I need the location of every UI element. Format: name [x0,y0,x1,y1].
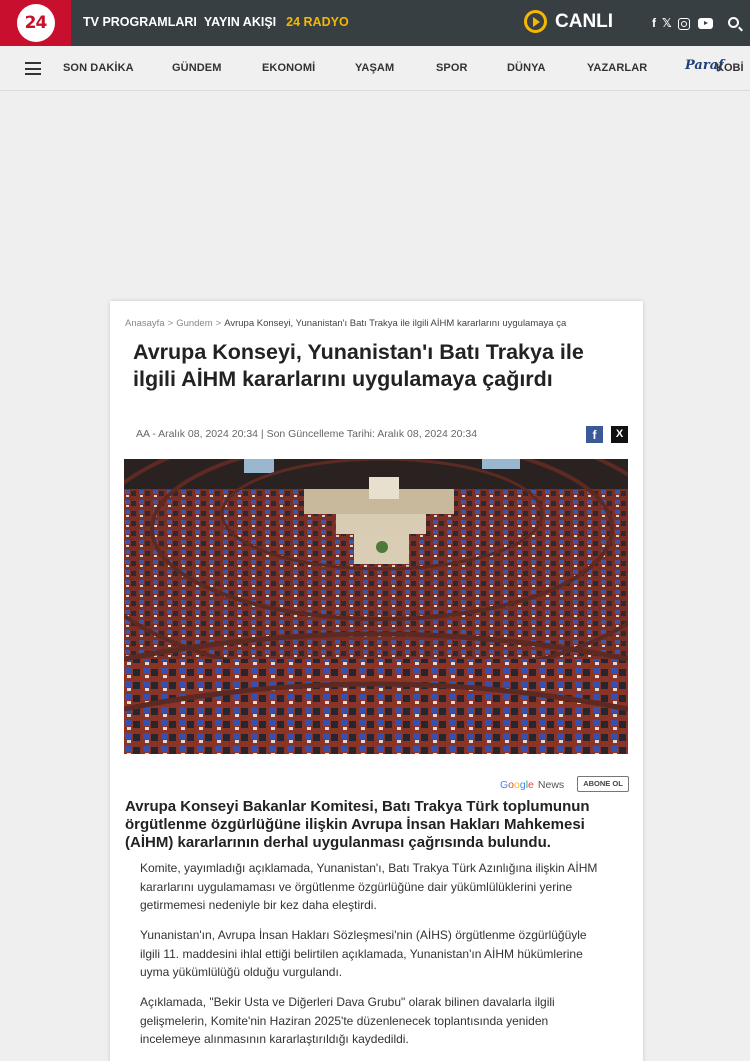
article-meta: AA - Aralık 08, 2024 20:34 | Son Güncelleme Tarihi: Aralık 08, 2024 20:34 [136,428,478,440]
x-icon[interactable]: 𝕏 [662,16,672,30]
google-news-logo[interactable] [500,779,564,791]
breadcrumb-section[interactable]: Gundem [176,318,213,329]
article-lead: Avrupa Konseyi Bakanlar Komitesi, Batı Trakya Türk toplumunun örgütlenme özgürlüğüne ilişkin Avrupa İnsan Hakları Mahkemesi (AİHM) kararlarının derhal uygulanması çağrısında bulundu. [125,798,590,851]
logo-circle [17,4,55,42]
google-news-label: News [537,779,565,791]
top-bar [0,0,750,46]
share-x-button[interactable]: X [611,426,628,443]
cat-dunya[interactable]: DÜNYA [507,62,546,74]
top-nav [83,15,349,29]
social-links [652,16,713,30]
google-wordmark: Google [500,779,534,791]
cat-yazarlar[interactable]: YAZARLAR [587,62,648,74]
cat-ekonomi[interactable]: EKONOMİ [262,62,316,74]
youtube-icon[interactable] [698,18,713,29]
category-nav [0,46,750,91]
site-logo[interactable] [0,0,71,46]
breadcrumb-separator: > [215,318,222,329]
article-title: Avrupa Konseyi, Yunanistan'ı Batı Trakya ile ilgili AİHM kararlarını uygulamaya çağırdı [133,340,584,391]
share-facebook-button[interactable]: f [586,426,603,443]
article-photo [124,459,628,754]
breadcrumb [125,318,566,329]
breadcrumb-current: Avrupa Konseyi, Yunanistan'ı Batı Trakya ile ilgili AİHM kararlarını uygulamaya ça [224,318,567,329]
logo-text: 24 [24,13,47,33]
live-label: CANLI [555,10,614,32]
nav-tv-programlari[interactable]: TV PROGRAMLARI [83,15,197,29]
subscribe-button[interactable]: ABONE OL [577,776,629,792]
cat-kobi[interactable]: KOBİ [716,62,744,74]
breadcrumb-home[interactable]: Anasayfa [125,318,165,329]
article-paragraph: Açıklamada, "Bekir Usta ve Diğerleri Dava Grubu" olarak bilinen davalarla ilgili gelişmelerin, Komite'nin Haziran 2025'te düzenlenecek toplantısında yeniden incelemeye alınmasının kararlaştırıldığı kaydedildi. [140,995,555,1046]
instagram-icon[interactable] [678,18,690,30]
article-card [110,301,643,1061]
breadcrumb-separator: > [167,318,174,329]
live-button[interactable] [524,10,613,33]
menu-icon[interactable] [25,62,41,75]
nav-yayin-akisi[interactable]: YAYIN AKIŞI [203,15,277,29]
paraf-logo[interactable]: Paraf [685,58,724,73]
nav-24-radyo[interactable]: 24 RADYO [286,15,349,29]
cat-yasam[interactable]: YAŞAM [355,62,395,74]
cat-gundem[interactable]: GÜNDEM [172,62,222,74]
search-icon[interactable] [728,17,739,28]
cat-son-dakika[interactable]: SON DAKİKA [63,62,134,74]
facebook-icon[interactable]: f [652,16,656,30]
article-paragraph: Yunanistan'ın, Avrupa İnsan Hakları Sözleşmesi'nin (AİHS) örgütlenme özgürlüğüyle ilgili 11. maddesini ihlal ettiği belirtilen açıklamada, Yunanistan'ın AİHM hükümlerine uyma yükümlülüğü olduğu vurgulandı. [140,928,587,979]
play-icon [524,10,547,33]
cat-spor[interactable]: SPOR [436,62,468,74]
article-paragraph: Komite, yayımladığı açıklamada, Yunanistan'ı, Batı Trakya Türk Azınlığına ilişkin AİHM kararlarını uygulamaması ve örgütlenme özgürlüğüne dair yükümlülüklerini yerine getirmemesi nedeniyle bir kez daha eleştirdi. [140,861,598,912]
